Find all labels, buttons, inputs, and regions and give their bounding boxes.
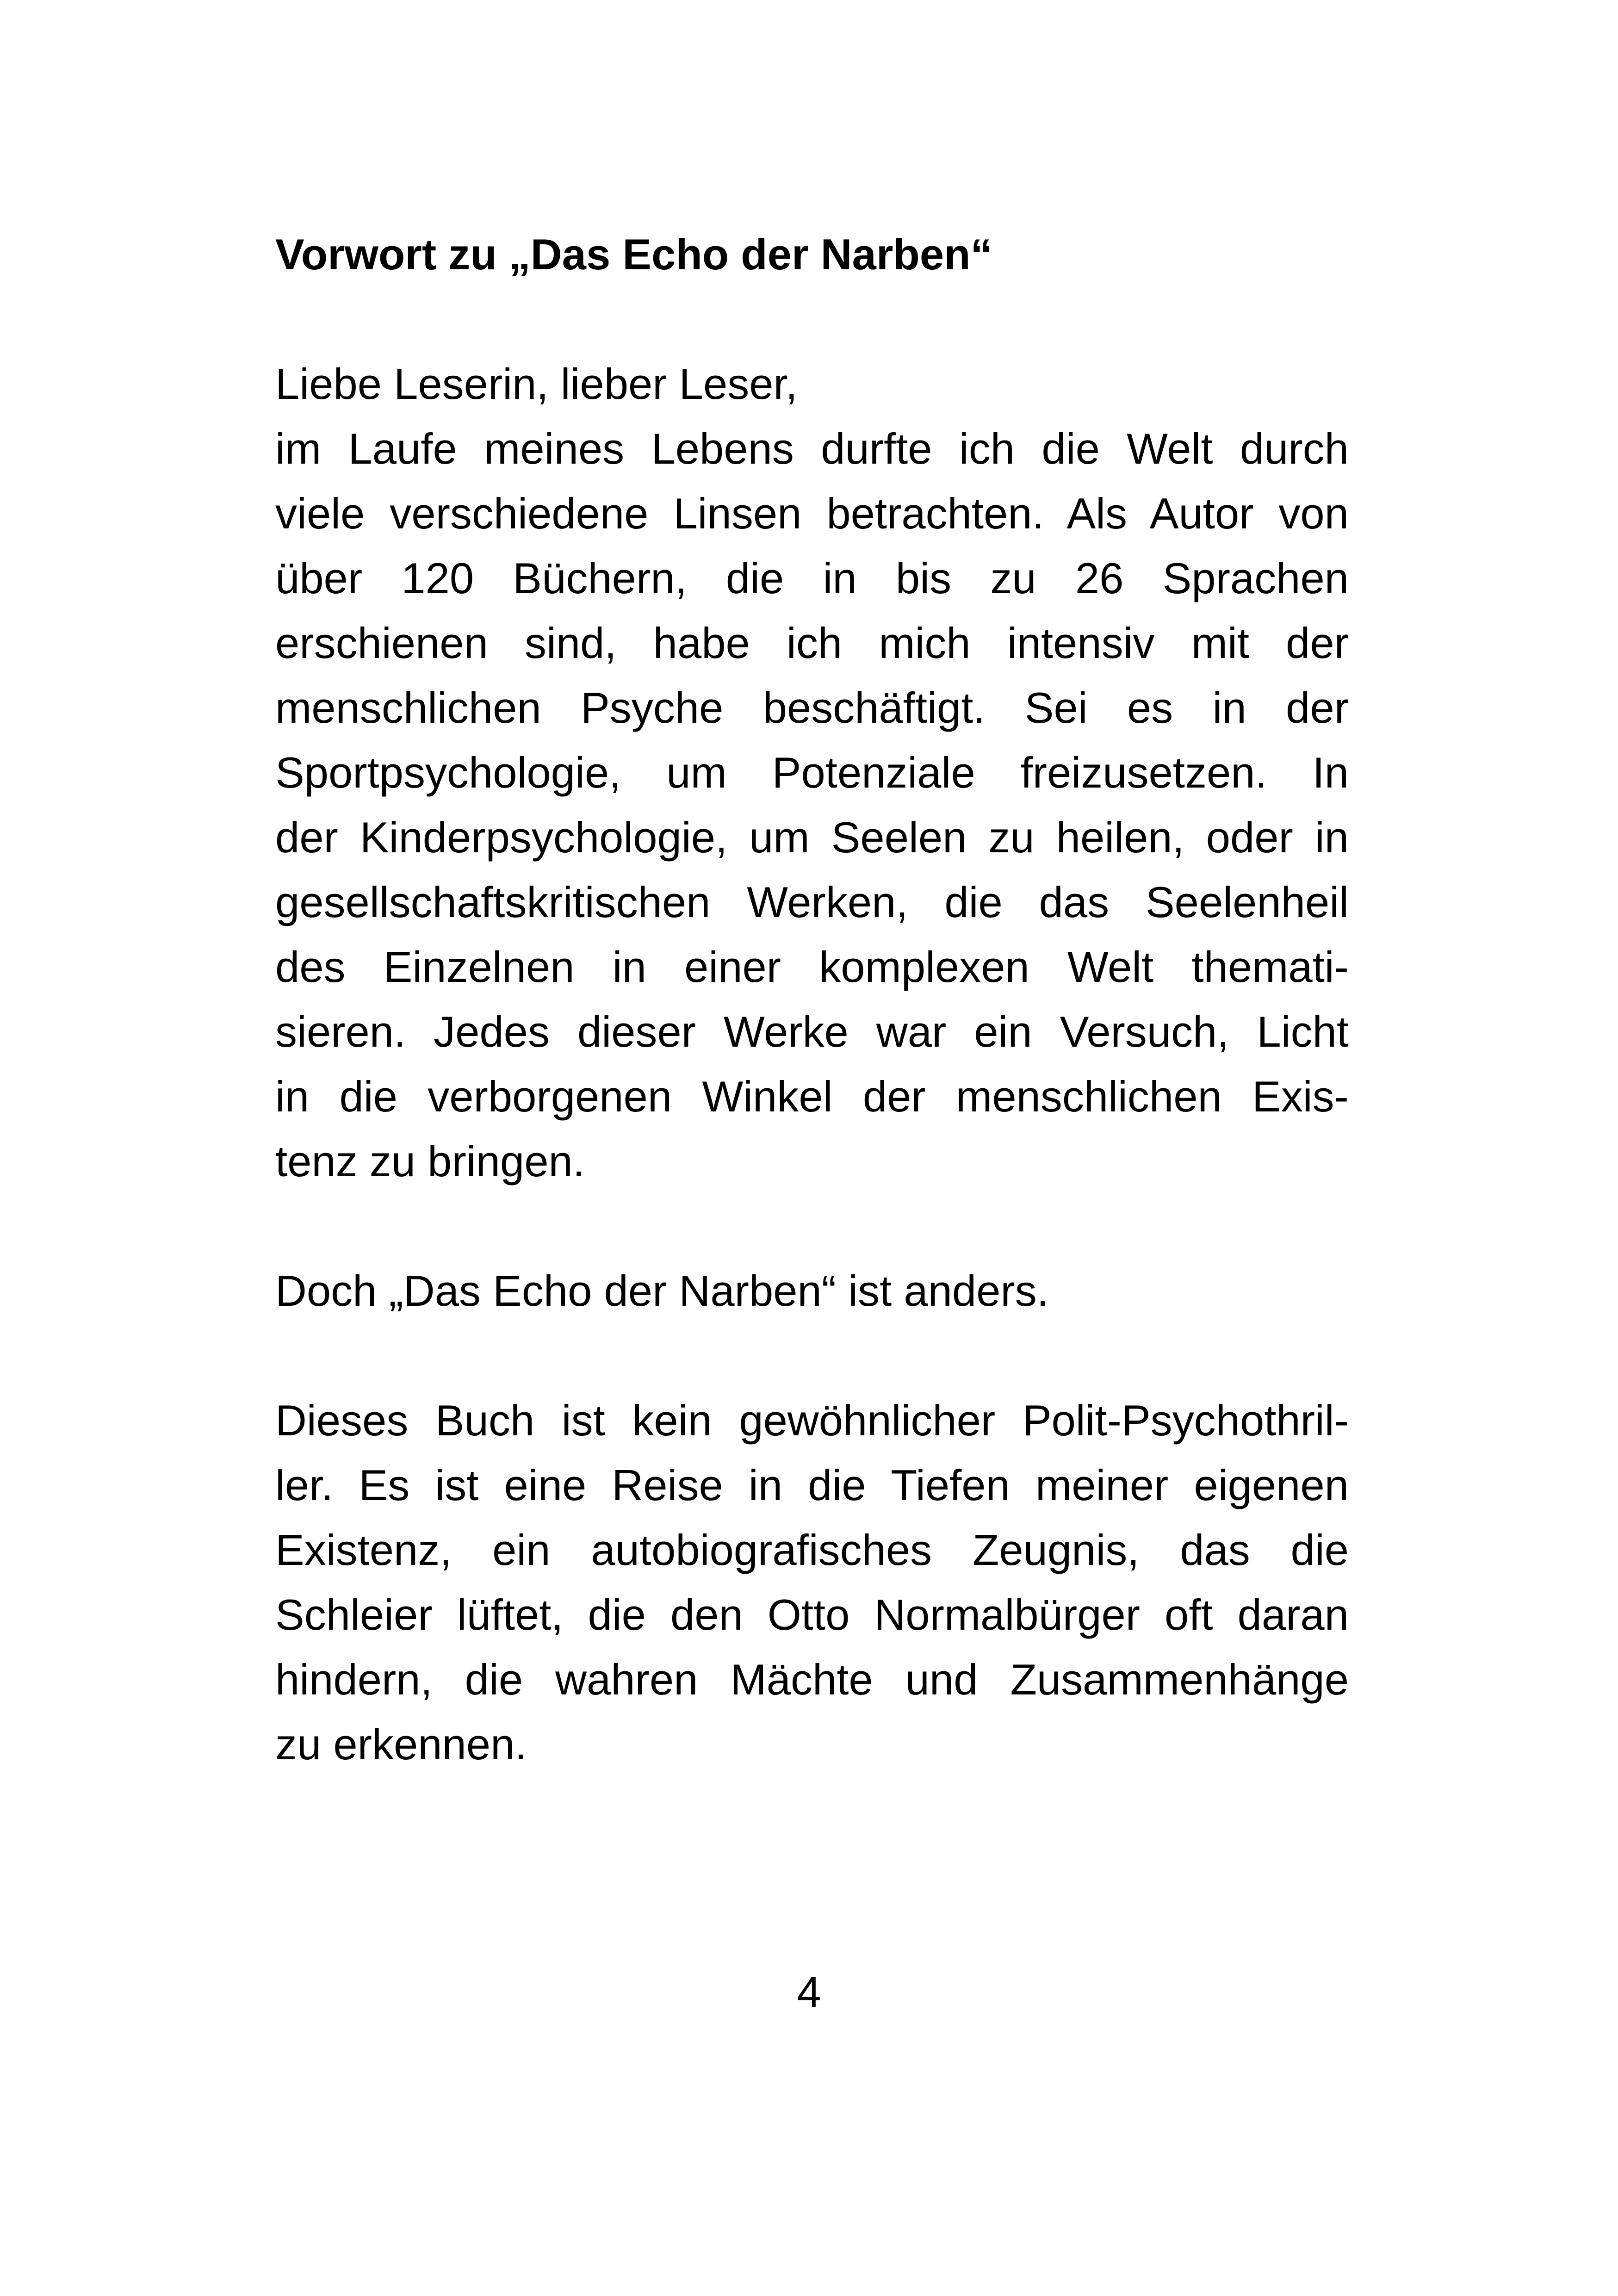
- text-line: erschienen sind, habe ich mich intensiv mit der: [275, 619, 1349, 667]
- paragraph-3: [275, 1388, 1349, 1777]
- paragraph-2: [275, 1259, 1349, 1323]
- page-number: 4: [797, 1967, 821, 2016]
- text-line: gesellschaftskritischen Werken, die das Seelenheil: [275, 878, 1349, 926]
- text-line: Doch „Das Echo der Narben“ ist anders.: [275, 1266, 1049, 1315]
- page-title: Vorwort zu „Das Echo der Narben“: [275, 230, 992, 279]
- text-line: viele verschiedene Linsen betrachten. Als Autor von: [275, 489, 1349, 538]
- text-line: Liebe Leserin, lieber Leser,: [275, 360, 798, 408]
- text-line: sieren. Jedes dieser Werke war ein Versuch, Licht: [275, 1007, 1349, 1056]
- text-line: menschlichen Psyche beschäftigt. Sei es in der: [275, 683, 1349, 732]
- text-line: im Laufe meines Lebens durfte ich die Welt durch: [275, 424, 1349, 473]
- text-line: hindern, die wahren Mächte und Zusammenhänge: [275, 1655, 1349, 1704]
- text-line: Dieses Buch ist kein gewöhnlicher Polit-Psychothril-: [275, 1396, 1349, 1445]
- text-line: über 120 Büchern, die in bis zu 26 Sprachen: [275, 554, 1349, 602]
- paragraph-1: [275, 352, 1349, 1194]
- text-line: der Kinderpsychologie, um Seelen zu heilen, oder in: [275, 813, 1349, 862]
- text-line: Sportpsychologie, um Potenziale freizusetzen. In: [275, 748, 1349, 797]
- page-content: [275, 222, 1349, 1842]
- text-line: tenz zu bringen.: [275, 1137, 585, 1185]
- text-line: Existenz, ein autobiografisches Zeugnis, das die: [275, 1526, 1349, 1574]
- text-line: ler. Es ist eine Reise in die Tiefen meiner eigenen: [275, 1461, 1349, 1509]
- text-line: zu erkennen.: [275, 1720, 527, 1769]
- text-line: Schleier lüftet, die den Otto Normalbürger oft daran: [275, 1590, 1349, 1639]
- text-line: in die verborgenen Winkel der menschlichen Exis-: [275, 1072, 1349, 1121]
- text-line: des Einzelnen in einer komplexen Welt themati-: [275, 943, 1349, 991]
